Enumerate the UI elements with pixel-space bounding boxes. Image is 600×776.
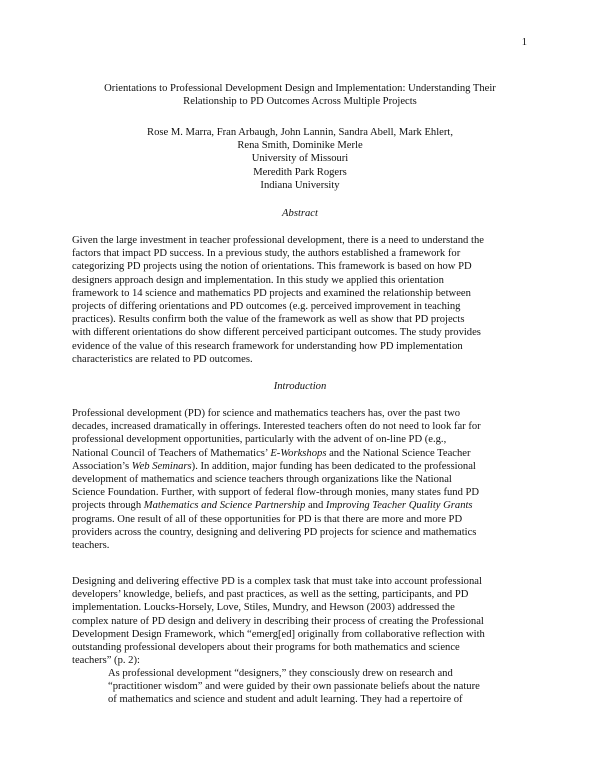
text-run: and the National Science Teacher bbox=[326, 447, 471, 459]
paragraph-line: teachers. bbox=[72, 540, 110, 552]
intro-paragraph-1 bbox=[72, 407, 532, 552]
quote-line: As professional development “designers,” they consciously drew on research and bbox=[108, 668, 453, 679]
italic-title: Web Seminars bbox=[131, 460, 192, 472]
abstract-line: framework to 14 science and mathematics PD projects and examined the relationship between bbox=[72, 287, 471, 299]
paper-title bbox=[72, 82, 528, 108]
abstract-line: categorizing PD projects using the notion of orientations. This framework is based on how PD bbox=[72, 261, 472, 273]
paragraph-line: teachers” (p. 2): bbox=[72, 655, 140, 667]
author-names: Rose M. Marra, Fran Arbaugh, John Lannin, Sandra Abell, Mark Ehlert, bbox=[147, 127, 453, 138]
block-quote bbox=[108, 667, 528, 707]
paragraph-line: Development Design Framework, which “emerg[ed] originally from collaborative reflection with bbox=[72, 628, 485, 640]
paragraph-line: Professional development (PD) for science and mathematics teachers has, over the past two bbox=[72, 408, 461, 419]
paragraph-line: professional development opportunities, particularly with the advent of on-line PD (e.g., bbox=[72, 434, 447, 446]
text-run: National Council of Teachers of Mathematics’ bbox=[72, 447, 271, 459]
page-number: 1 bbox=[521, 37, 527, 48]
abstract-line: Given the large investment in teacher professional development, there is a need to understand the bbox=[72, 235, 484, 246]
abstract-line: practices). Results confirm both the value of the framework as well as show that PD projects bbox=[72, 314, 465, 326]
abstract-line: with different orientations do show different perceived participant outcomes. The study provides bbox=[72, 327, 481, 339]
paragraph-line: development of mathematics and science teachers through organizations like the National bbox=[72, 474, 452, 486]
introduction-heading: Introduction bbox=[273, 381, 327, 392]
quote-line: “practitioner wisdom” and were guided by their own passionate beliefs about the nature bbox=[108, 681, 480, 693]
abstract-body bbox=[72, 234, 532, 366]
paragraph-line: programs. One result of all of these opportunities for PD is that there are more and more PD bbox=[72, 513, 463, 525]
abstract-heading: Abstract bbox=[282, 208, 318, 219]
paragraph-line bbox=[72, 499, 532, 512]
abstract-line: characteristics are related to PD outcomes. bbox=[72, 353, 253, 365]
paragraph-line: complex nature of PD design and delivery in describing their process of creating the Professional bbox=[72, 615, 484, 627]
abstract-line: factors that impact PD success. In a previous study, the authors established a framework for bbox=[72, 248, 461, 260]
title-line: Relationship to PD Outcomes Across Multiple Projects bbox=[183, 96, 417, 108]
text-run: and bbox=[305, 500, 326, 512]
author-names: Rena Smith, Dominike Merle bbox=[237, 140, 363, 152]
text-run: projects through bbox=[72, 500, 144, 512]
quote-line: of mathematics and science and student and adult learning. They had a repertoire of bbox=[108, 694, 463, 706]
affiliation: University of Missouri bbox=[251, 153, 349, 165]
affiliation: Indiana University bbox=[260, 179, 340, 191]
paragraph-line: providers across the country, designing and delivering PD projects for science and mathematics bbox=[72, 526, 477, 538]
italic-title: Improving Teacher Quality Grants bbox=[325, 500, 473, 512]
text-run: Association’s bbox=[72, 460, 132, 472]
paragraph-line: developers’ knowledge, beliefs, and past practices, as well as the setting, participants, and PD bbox=[72, 589, 469, 601]
text-run: ). In addition, major funding has been dedicated to the professional bbox=[191, 460, 476, 472]
paragraph-line: Designing and delivering effective PD is a complex task that must take into account professional bbox=[72, 576, 482, 587]
intro-paragraph-2 bbox=[72, 575, 532, 667]
paragraph-line: decades, increased dramatically in offerings. Interested teachers often do not need to look far for bbox=[72, 421, 481, 433]
author-block bbox=[72, 126, 528, 192]
paragraph-line: implementation. Loucks-Horsely, Love, Stiles, Mundry, and Hewson (2003) addressed the bbox=[72, 602, 455, 614]
italic-title: Mathematics and Science Partnership bbox=[143, 500, 306, 512]
italic-title: E-Workshops bbox=[270, 447, 327, 459]
paragraph-line bbox=[72, 460, 532, 473]
author-names: Meredith Park Rogers bbox=[253, 166, 347, 178]
abstract-line: evidence of the value of this research framework for understanding how PD implementation bbox=[72, 340, 463, 352]
abstract-line: projects of differing orientations and PD outcomes (e.g. perceived improvement in teaching bbox=[72, 301, 461, 313]
paragraph-line bbox=[72, 447, 532, 460]
abstract-line: designers approach design and implementation. In this study we applied this orientation bbox=[72, 274, 444, 286]
title-line: Orientations to Professional Development Design and Implementation: Understanding Their bbox=[104, 83, 496, 94]
paragraph-line: Science Foundation. Further, with support of federal flow-through monies, many states fund PD bbox=[72, 487, 480, 499]
paragraph-line: outstanding professional developers about their programs for both mathematics and science bbox=[72, 642, 460, 654]
